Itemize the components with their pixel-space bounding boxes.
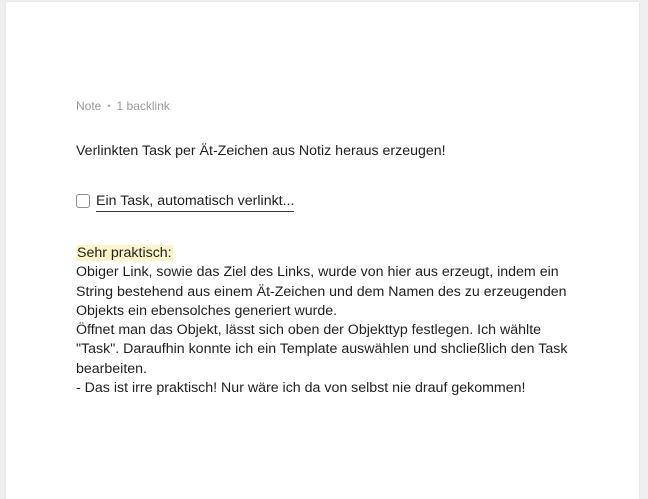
task-checkbox[interactable] <box>76 194 90 208</box>
backlinks-link[interactable]: 1 backlink <box>116 99 170 113</box>
object-type-label[interactable]: Note <box>76 99 102 113</box>
body-line: - Das ist irre praktisch! Nur wäre ich da von selbst nie drauf gekommen! <box>76 380 526 397</box>
highlighted-heading: Sehr praktisch: <box>77 245 172 261</box>
body-line: Obiger Link, sowie das Ziel des Links, wurde von hier aus erzeugt, indem ein <box>76 264 559 281</box>
linked-task-link[interactable]: Ein Task, automatisch verlinkt... <box>96 191 294 212</box>
body-line: "Task". Daraufhin konnte ich ein Template auswählen und shcließlich den Task <box>76 341 568 358</box>
note-first-line[interactable]: Verlinkten Task per Ät-Zeichen aus Notiz heraus erzeugen! <box>76 143 446 159</box>
note-meta <box>76 98 170 114</box>
body-line: Öffnet man das Objekt, lässt sich oben der Objekttyp festlegen. Ich wählte <box>76 322 542 339</box>
note-heading-line <box>76 244 576 263</box>
note-body[interactable] <box>76 244 576 398</box>
linked-task-row[interactable] <box>76 191 294 211</box>
meta-separator: • <box>107 101 111 111</box>
body-line: bearbeiten. <box>76 360 147 377</box>
body-line: Objekts ein ebensolches generiert wurde. <box>76 302 338 319</box>
body-line: String bestehend aus einem Ät-Zeichen und dem Namen des zu erzeugenden <box>76 283 567 300</box>
